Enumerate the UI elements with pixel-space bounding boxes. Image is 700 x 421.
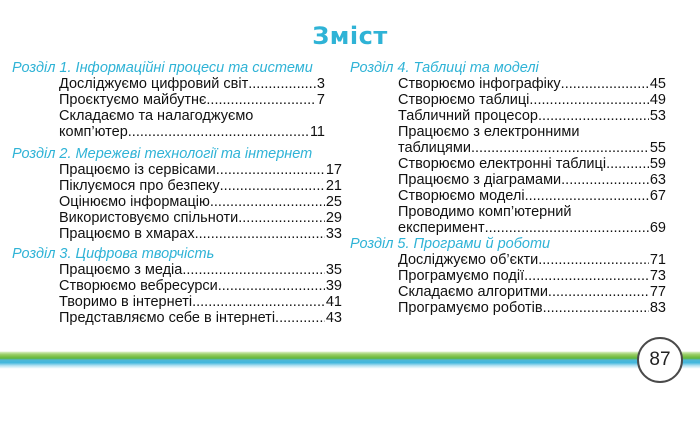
toc-entry-label: Проєктуємо майбутнє bbox=[59, 92, 207, 108]
dot-leader bbox=[561, 172, 649, 188]
toc-entry-page: 83 bbox=[649, 300, 666, 316]
toc-entry-label: Піклуємося про безпеку bbox=[59, 178, 220, 194]
dot-leader bbox=[275, 310, 325, 326]
dot-leader bbox=[538, 252, 649, 268]
toc-entry bbox=[398, 92, 666, 108]
section-heading-2: Розділ 2. Мережеві технології та інтернет bbox=[12, 146, 313, 162]
toc-entry bbox=[59, 294, 342, 310]
toc-entry bbox=[59, 262, 342, 278]
section-heading-1: Розділ 1. Інформаційні процеси та системи bbox=[12, 60, 313, 76]
toc-entry bbox=[398, 268, 666, 284]
dot-leader bbox=[529, 92, 648, 108]
page-title: Зміст bbox=[312, 22, 388, 50]
toc-entry bbox=[59, 226, 342, 242]
toc-entry-label: Працюємо з діаграмами bbox=[398, 172, 562, 188]
toc-entry-label: Створюємо електронні таблиці bbox=[398, 156, 607, 172]
toc-entry-label: Створюємо вебресурси bbox=[59, 278, 218, 294]
dot-leader bbox=[561, 76, 649, 92]
toc-entry-page: 3 bbox=[316, 76, 325, 92]
toc-entry-label: Створюємо інфографіку bbox=[398, 76, 561, 92]
toc-entry-page: 33 bbox=[325, 226, 342, 242]
toc-entry bbox=[59, 76, 325, 92]
toc-entry-label: Працюємо в хмарах bbox=[59, 226, 195, 242]
toc-entry-page: 45 bbox=[649, 76, 666, 92]
toc-entry-page: 41 bbox=[325, 294, 342, 310]
toc-entry bbox=[59, 278, 342, 294]
toc-entry bbox=[398, 300, 666, 316]
page-number-badge: 87 bbox=[637, 337, 683, 383]
toc-entry bbox=[59, 194, 342, 210]
toc-entry-label: Використовуємо спільноти bbox=[59, 210, 239, 226]
dot-leader bbox=[216, 162, 325, 178]
toc-entry-label-line1: Проводимо комп’ютерний bbox=[398, 204, 572, 220]
dot-leader bbox=[238, 210, 325, 226]
toc-entry-label: Програмуємо події bbox=[398, 268, 525, 284]
toc-entry bbox=[59, 108, 325, 140]
toc-entry-page: 29 bbox=[325, 210, 342, 226]
dot-leader bbox=[128, 124, 309, 140]
toc-entry bbox=[398, 172, 666, 188]
toc-entry-label: Працюємо із сервісами bbox=[59, 162, 216, 178]
toc-entry-label: Створюємо моделі bbox=[398, 188, 525, 204]
toc-entry-label: Досліджуємо об’єкти bbox=[398, 252, 539, 268]
toc-entry-label: Творимо в інтернеті bbox=[59, 294, 193, 310]
dot-leader bbox=[218, 278, 325, 294]
toc-entry bbox=[398, 76, 666, 92]
toc-entry-label: Табличний процесор bbox=[398, 108, 539, 124]
toc-entry bbox=[398, 156, 666, 172]
toc-entry-label: Програмуємо роботів bbox=[398, 300, 543, 316]
toc-entry-page: 39 bbox=[325, 278, 342, 294]
dot-leader bbox=[538, 108, 649, 124]
toc-entry-page: 77 bbox=[649, 284, 666, 300]
toc-entry-page: 17 bbox=[325, 162, 342, 178]
toc-entry bbox=[59, 162, 342, 178]
toc-entry-page: 7 bbox=[316, 92, 325, 108]
toc-entry-label: Оцінюємо інформацію bbox=[59, 194, 210, 210]
toc-entry-page: 35 bbox=[325, 262, 342, 278]
toc-entry-page: 67 bbox=[649, 188, 666, 204]
toc-entry bbox=[59, 178, 342, 194]
toc-entry-page: 73 bbox=[649, 268, 666, 284]
toc-entry-page: 11 bbox=[309, 124, 325, 140]
dot-leader bbox=[192, 294, 325, 310]
toc-entry-page: 53 bbox=[649, 108, 666, 124]
dot-leader bbox=[210, 194, 325, 210]
toc-entry-label: експеримент bbox=[398, 220, 485, 236]
toc-entry-page: 49 bbox=[649, 92, 666, 108]
dot-leader bbox=[525, 188, 649, 204]
dot-leader bbox=[248, 76, 316, 92]
toc-entry-page: 69 bbox=[649, 220, 666, 236]
toc-entry-label: Працюємо з медіа bbox=[59, 262, 183, 278]
toc-entry-page: 21 bbox=[325, 178, 342, 194]
toc-entry bbox=[398, 108, 666, 124]
toc-entry-page: 25 bbox=[325, 194, 342, 210]
dot-leader bbox=[206, 92, 316, 108]
toc-entry bbox=[398, 284, 666, 300]
toc-entry-page: 55 bbox=[649, 140, 666, 156]
toc-entry bbox=[398, 188, 666, 204]
dot-leader bbox=[182, 262, 325, 278]
dot-leader bbox=[543, 300, 649, 316]
toc-entry-label: Складаємо алгоритми bbox=[398, 284, 548, 300]
toc-entry-page: 71 bbox=[649, 252, 666, 268]
dot-leader bbox=[485, 220, 649, 236]
dot-leader bbox=[548, 284, 649, 300]
dot-leader bbox=[195, 226, 325, 242]
toc-entry bbox=[59, 310, 342, 326]
toc-entry-label: таблицями bbox=[398, 140, 471, 156]
toc-entry-label: Досліджуємо цифровий світ bbox=[59, 76, 249, 92]
toc-entry-page: 63 bbox=[649, 172, 666, 188]
toc-entry bbox=[398, 252, 666, 268]
dot-leader bbox=[471, 140, 649, 156]
section-heading-3: Розділ 3. Цифрова творчість bbox=[12, 246, 215, 262]
dot-leader bbox=[220, 178, 325, 194]
toc-entry bbox=[59, 92, 325, 108]
dot-leader bbox=[524, 268, 649, 284]
toc-entry-page: 59 bbox=[649, 156, 666, 172]
decorative-stripe bbox=[0, 349, 700, 371]
toc-entry-label-line1: Працюємо з електронними bbox=[398, 124, 580, 140]
section-heading-5: Розділ 5. Програми й роботи bbox=[350, 236, 551, 252]
toc-entry bbox=[398, 124, 666, 156]
toc-entry bbox=[59, 210, 342, 226]
toc-entry-page: 43 bbox=[325, 310, 342, 326]
toc-entry bbox=[398, 204, 666, 236]
toc-entry-label: комп’ютер bbox=[59, 124, 128, 140]
dot-leader bbox=[606, 156, 649, 172]
toc-entry-label-line1: Складаємо та налагоджуємо bbox=[59, 108, 254, 124]
toc-entry-label: Представляємо себе в інтернеті bbox=[59, 310, 276, 326]
toc-entry-label: Створюємо таблиці bbox=[398, 92, 530, 108]
section-heading-4: Розділ 4. Таблиці та моделі bbox=[350, 60, 539, 76]
